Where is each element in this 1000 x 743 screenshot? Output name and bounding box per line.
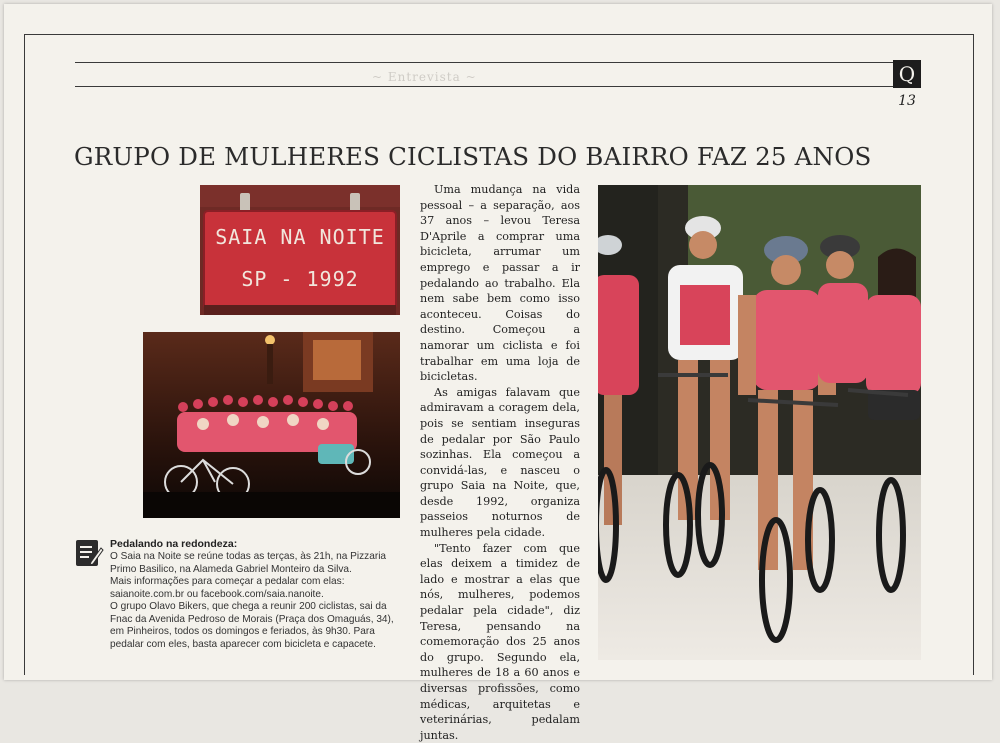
cyclists-photo [598,185,921,660]
article-paragraph-2: As amigas falavam que admiravam a coragem dela, pois se sentiam inseguras de pedalar por São Paulo sozinhas. Ela começou a convidá-las, e nasceu o grupo Saia na Noite, que, desde 1992, organiza passeios noturnos de mulheres pela cidade. [420,385,580,540]
header-rule-bottom [75,86,894,87]
cyclists-photo-image [598,185,921,660]
plate-line-1: SAIA NA NOITE [215,225,385,249]
group-night-photo-image [143,332,400,518]
infobox-line: em Pinheiros, todos os domingos e feriados, às 9h30. Para [110,626,375,637]
section-ghost-text: ~ Entrevista ~ [372,70,477,84]
infobox-line: pedalar com eles, basta aparecer com bicicleta e capacete. [110,638,376,650]
notepad-pencil-icon [74,538,104,568]
infobox-line: O Saia na Noite se reúne todas as terças, às 21h, na Pizzaria [110,551,387,562]
infobox-line: Primo Basilico, na Alameda Gabriel Monteiro da Silva. [110,563,352,575]
article-paragraph-3: "Tento fazer com que elas deixem a timidez de lado e mostrar a elas que nós, mulheres, podemos pedalar pela cidade", diz Teresa, pensando na comemoração dos 25 anos do grupo. Segundo ela, mulheres de 18 a 60 anos e diversas profissões, como médicas, arquitetas e veterinárias, pedalam juntas. [420,541,580,742]
infobox-line: saianoite.com.br ou facebook.com/saia.nanoite. [110,588,324,600]
article-paragraph-1: Uma mudança na vida pessoal – a separação, aos 37 anos – levou Teresa D'Aprile a comprar uma bicicleta, arrumar um emprego e passar a ir pedalando ao trabalho. Ela nem sabe bem como isso aconteceu. Coisas do destino. Começou a namorar um ciclista e foi trabalhar em uma loja de bicicletas. [420,183,580,384]
group-night-photo [143,332,400,518]
magazine-logo: Q [893,60,921,88]
article-headline: GRUPO DE MULHERES CICLISTAS DO BAIRRO FAZ 25 ANOS [74,142,872,171]
plate-photo-image [200,185,400,315]
infobox-line: Mais informações para começar a pedalar com elas: [110,576,345,587]
header-rule-top [75,62,894,63]
plate-photo [200,185,400,315]
infobox-title: Pedalando na redondeza: [110,538,238,550]
infobox-line: O grupo Olavo Bikers, que chega a reunir 200 ciclistas, sai da [110,601,387,612]
page-number: 13 [898,93,916,109]
plate-line-2: SP - 1992 [241,267,359,291]
article-body [420,182,580,743]
infobox-line: Fnac da Avenida Pedroso de Morais (Praça dos Omaguás, 34), [110,613,394,625]
infobox-text [110,551,400,651]
